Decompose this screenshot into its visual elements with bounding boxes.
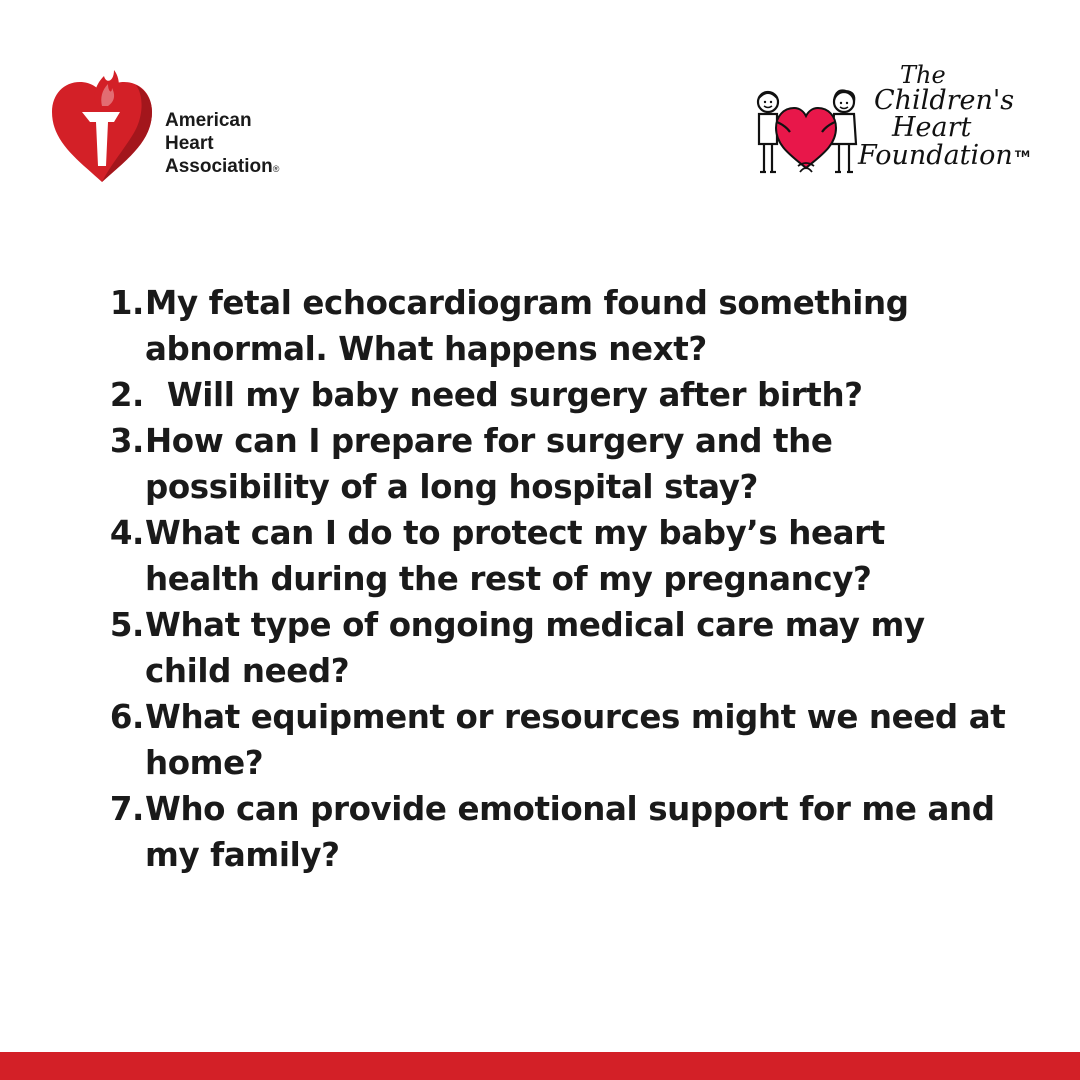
chf-logo [750, 60, 1040, 180]
chf-line-4 [858, 142, 1030, 169]
aha-line-3 [165, 155, 279, 181]
question-text: What can I do to protect my baby’s heart health during the rest of my pregnancy? [145, 514, 885, 598]
question-item [100, 372, 1010, 418]
chf-line-3: Heart [892, 112, 972, 143]
footer-bar [0, 1052, 1080, 1080]
question-item [100, 786, 1010, 878]
aha-wordmark [165, 109, 279, 181]
question-number: 4. [109, 514, 144, 552]
question-list [100, 280, 1010, 878]
question-item [100, 418, 1010, 510]
question-number: 1. [109, 284, 144, 322]
question-number: 3. [109, 422, 144, 460]
question-item [100, 694, 1010, 786]
aha-line-3-text: Association [165, 156, 273, 177]
question-number: 6. [109, 698, 144, 736]
question-number: 5. [109, 606, 144, 644]
question-item [100, 602, 1010, 694]
question-text: Will my baby need surgery after birth? [145, 376, 863, 414]
question-text: What type of ongoing medical care may my child need? [145, 606, 925, 690]
question-text: Who can provide emotional support for me and my family? [145, 790, 995, 874]
question-text: How can I prepare for surgery and the possibility of a long hospital stay? [145, 422, 833, 506]
question-item [100, 510, 1010, 602]
aha-line-1: American [165, 110, 252, 131]
aha-line-2: Heart [165, 133, 214, 154]
question-number: 2. [109, 376, 144, 414]
question-text: What equipment or resources might we need at home? [145, 698, 1006, 782]
question-number: 7. [109, 790, 144, 828]
children-hugging-heart-icon [750, 86, 862, 178]
chf-line-4-text: Foundation [858, 140, 1013, 171]
chf-line-1: The [900, 61, 946, 89]
chf-trademark: TM [1014, 150, 1030, 160]
question-item [100, 280, 1010, 372]
chf-line-2: Children's [874, 85, 1015, 116]
aha-reg-mark: ® [272, 164, 280, 174]
question-text: My fetal echocardiogram found something abnormal. What happens next? [145, 284, 909, 368]
aha-heart-torch-icon [48, 56, 156, 184]
aha-logo [48, 56, 308, 186]
